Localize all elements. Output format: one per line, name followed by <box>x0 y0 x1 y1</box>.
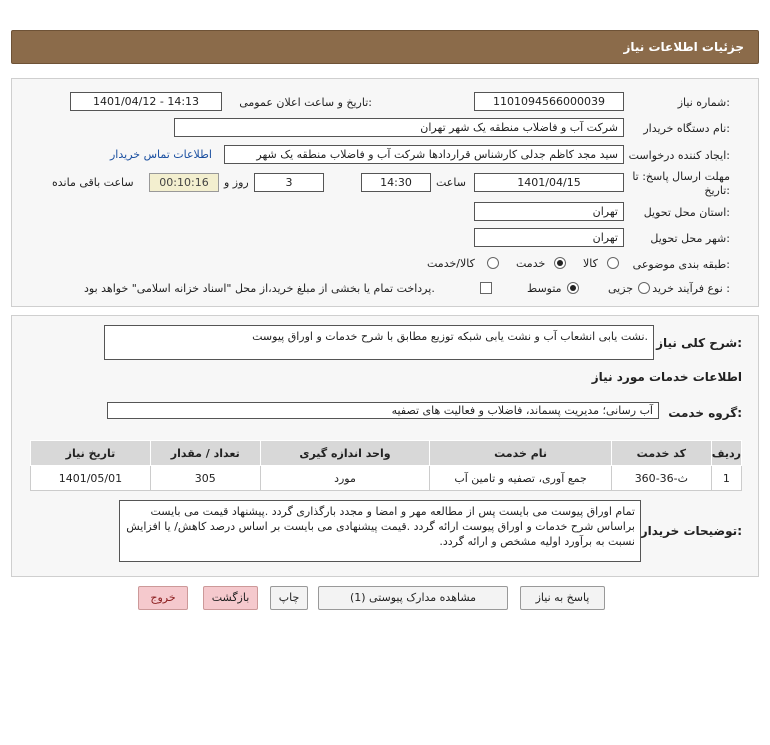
reply-button[interactable]: پاسخ به نیاز <box>520 586 605 610</box>
cell-row: 1 <box>711 466 741 491</box>
exit-button[interactable]: خروج <box>138 586 188 610</box>
category-goods-service-radio[interactable] <box>487 257 499 269</box>
cell-date: 1401/05/01 <box>31 466 151 491</box>
page-header <box>11 30 759 64</box>
need-number-field: 1101094566000039 <box>474 92 624 111</box>
remaining-timer: 00:10:16 <box>149 173 219 192</box>
process-medium-label: متوسط <box>527 282 562 295</box>
category-label: طبقه بندی موضوعی: <box>632 258 730 271</box>
print-button[interactable]: چاپ <box>270 586 308 610</box>
remaining-label: ساعت باقی مانده <box>52 176 134 189</box>
col-code-header: کد خدمت <box>611 441 711 466</box>
back-button[interactable]: بازگشت <box>203 586 258 610</box>
need-number-label: شماره نیاز: <box>677 96 730 109</box>
table-header-row <box>31 441 742 466</box>
contact-info-link[interactable]: اطلاعات تماس خریدار <box>110 148 212 161</box>
province-field: تهران <box>474 202 624 221</box>
days-field: 3 <box>254 173 324 192</box>
province-label: استان محل تحویل: <box>643 206 730 219</box>
time-label: ساعت <box>436 176 466 189</box>
announce-label: تاریخ و ساعت اعلان عمومی: <box>239 96 372 109</box>
deadline-time-field: 14:30 <box>361 173 431 192</box>
city-field: تهران <box>474 228 624 247</box>
col-unit-header: واحد اندازه گیری <box>260 441 430 466</box>
city-label: شهر محل تحویل: <box>650 232 730 245</box>
creator-field: سید مجد کاظم جدلی کارشناس قراردادها شرکت آب و فاضلاب منطقه یک شهر <box>224 145 624 164</box>
deadline-label: مهلت ارسال پاسخ: تا <box>632 170 730 183</box>
deadline-label-date: تاریخ: <box>704 184 730 197</box>
cell-code: ث-36-360 <box>611 466 711 491</box>
process-medium-radio[interactable] <box>567 282 579 294</box>
services-table <box>30 440 742 491</box>
category-service-label: خدمت <box>516 257 546 270</box>
need-info-panel <box>11 78 759 307</box>
col-name-header: نام خدمت <box>430 441 612 466</box>
buyer-notes-field: تمام اوراق پیوست می بایست پس از مطالعه مهر و امضا و مجدد بارگذاری گردد .پیشنهاد قیمت می بایست براساس شرح خدمات و اوراق پیوست ارائه گردد .قیمت پیشنهادی می بایست بر اساس درصد کاهش/ یا افزایش نسبت به برآورد اولیه مشخص و ارائه گردد. <box>119 500 641 562</box>
summary-label: شرح کلی نیاز: <box>656 336 742 350</box>
col-qty-header: تعداد / مقدار <box>150 441 260 466</box>
deadline-date-field: 1401/04/15 <box>474 173 624 192</box>
service-group-field: آب رسانی؛ مدیریت پسماند، فاضلاب و فعالیت های تصفیه <box>107 402 659 419</box>
category-service-radio[interactable] <box>554 257 566 269</box>
need-details-panel <box>11 315 759 577</box>
summary-field: نشت یابی انشعاب آب و نشت یابی شبکه توزیع مطابق با شرح خدمات و اوراق پیوست. <box>104 325 654 360</box>
attachments-button[interactable]: مشاهده مدارک پیوستی (1) <box>318 586 508 610</box>
announce-field: 1401/04/12 - 14:13 <box>70 92 222 111</box>
process-label: نوع فرآیند خرید : <box>652 282 730 295</box>
creator-label: ایجاد کننده درخواست: <box>628 149 730 162</box>
buyer-org-field: شرکت آب و فاضلاب منطقه یک شهر تهران <box>174 118 624 137</box>
cell-unit: مورد <box>260 466 430 491</box>
service-group-label: گروه خدمت: <box>668 406 742 420</box>
process-minor-label: جزیی <box>608 282 634 295</box>
buyer-org-label: نام دستگاه خریدار: <box>643 122 730 135</box>
cell-name: جمع آوری، تصفیه و تامین آب <box>430 466 612 491</box>
category-goods-radio[interactable] <box>607 257 619 269</box>
category-goods-service-label: کالا/خدمت <box>427 257 475 270</box>
cell-qty: 305 <box>150 466 260 491</box>
services-heading: اطلاعات خدمات مورد نیاز <box>591 370 742 384</box>
process-minor-radio[interactable] <box>638 282 650 294</box>
treasury-payment-note: پرداخت تمام یا بخشی از مبلغ خرید،از محل "اسناد خزانه اسلامی" خواهد بود. <box>84 282 435 295</box>
col-date-header: تاریخ نیاز <box>31 441 151 466</box>
page-title: جزئیات اطلاعات نیاز <box>623 40 744 54</box>
category-goods-label: کالا <box>583 257 598 270</box>
buyer-notes-label: توضیحات خریدار: <box>640 524 742 538</box>
treasury-payment-checkbox[interactable] <box>480 282 492 294</box>
table-row <box>31 466 742 491</box>
days-label: روز و <box>224 176 249 189</box>
col-row-header: ردیف <box>711 441 741 466</box>
